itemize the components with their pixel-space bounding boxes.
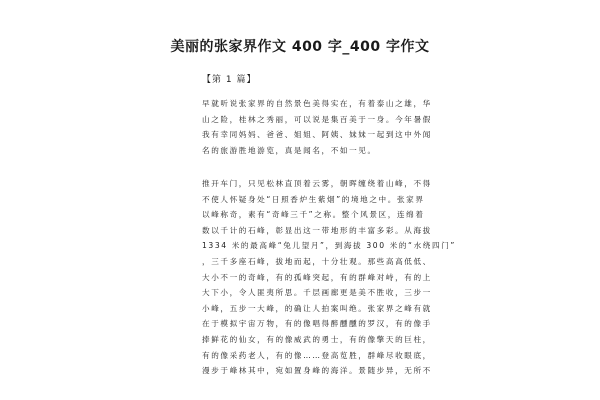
- text-line: 以峰称奇，素有“奇峰三千”之称。整个风景区，连绵着: [202, 210, 425, 220]
- text-line: ，三千多座石峰，拔地而起，十分壮观。那些高高低低、: [202, 256, 432, 266]
- document-title: 美丽的张家界作文 400 字_400 字作文: [170, 39, 430, 55]
- section-tag: 【第 1 篇】: [202, 75, 257, 85]
- text-line: 大下小，令人匪夷所思。千层画廊更是美不胜收，三步一: [202, 288, 432, 298]
- text-line: 名的旅游胜地游览，真是闻名，不如一见。: [202, 145, 377, 155]
- text-line: 小峰，五步一大峰，的确让人拍案叫绝。张家界之峰有就: [202, 303, 432, 313]
- text-line: 在于模拟宇宙万物，有的像唱得醉醺醺的罗汉，有的像手: [202, 319, 432, 329]
- text-line: 捧鲜花的仙女，有的像威武的勇士，有的像擎天的巨柱，: [202, 334, 432, 344]
- paragraph-2: [202, 176, 456, 379]
- paragraph-1: [202, 96, 432, 158]
- text-line: 山之险，桂林之秀丽，可以说是集百美于一身。今年暑假: [202, 114, 432, 124]
- text-line: 推开车门，只见松林直顶着云雾，朝晖缠绕着山峰，不得: [202, 179, 432, 188]
- text-line: 大小不一的奇峰，有的孤峰突起，有的群峰对峙，有的上: [202, 272, 432, 282]
- text-line: 漫步于峰林其中，宛如置身峰的海洋。景随步异，无所不: [202, 366, 432, 376]
- text-line: 有的像采药老人，有的像……登高览胜，群峰尽收眼底，: [202, 350, 432, 360]
- text-line: 数以千计的石峰，彰显出这一带地形的丰富多彩。从海拔: [202, 225, 432, 235]
- text-line: 早就听说张家界的自然景色美得实在，有着泰山之雄，华: [202, 99, 432, 108]
- text-line: 不使人怀疑身处“日照香炉生紫烟”的境地之中。张家界: [202, 194, 425, 204]
- text-line: 1334 米的最高峰“兔儿望月”，到海拔 300 米的“水绕四门”: [202, 241, 456, 251]
- text-line: 我有幸同妈妈、爸爸、姐姐、阿姨、妹妹一起到这中外闻: [202, 130, 432, 140]
